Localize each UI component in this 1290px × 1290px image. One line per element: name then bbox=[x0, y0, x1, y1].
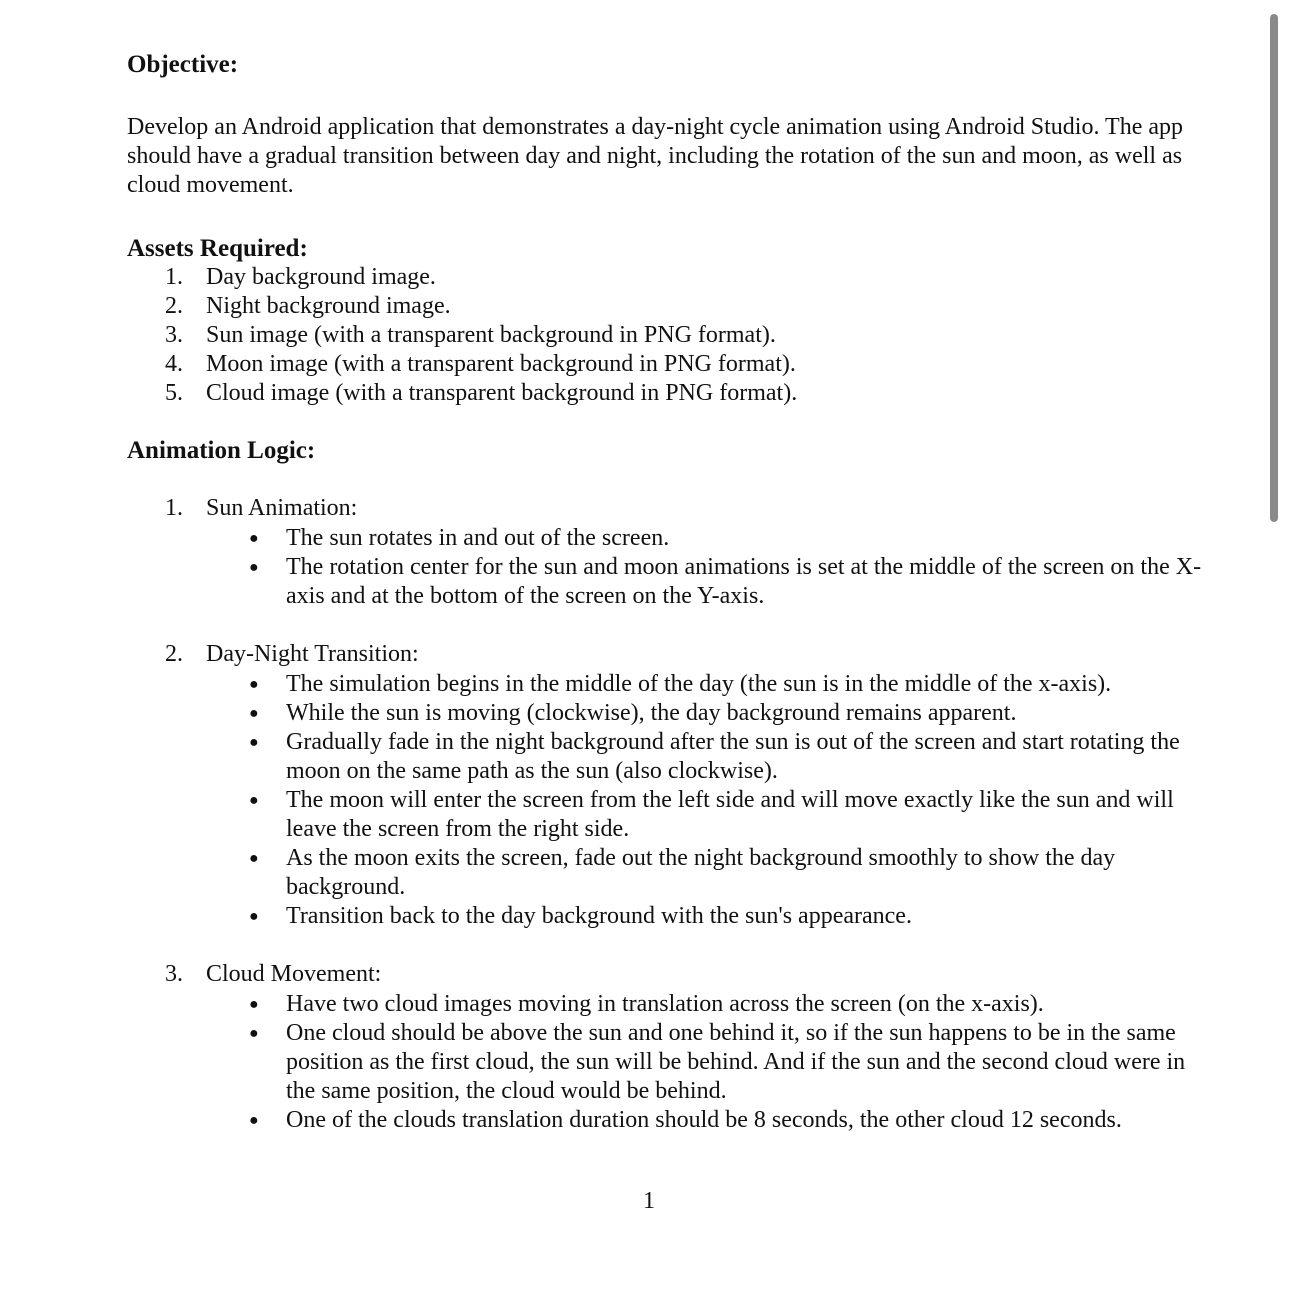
bullet-item bbox=[127, 786, 1207, 844]
bullet-list bbox=[127, 524, 1207, 611]
animation-logic-heading: Animation Logic: bbox=[127, 437, 316, 464]
bullet-item bbox=[127, 902, 1207, 931]
list-item-text: Day background image. bbox=[206, 264, 436, 290]
list-item bbox=[127, 321, 1207, 350]
bullet-text: Have two cloud images moving in translation across the screen (on the x-axis). bbox=[286, 991, 1044, 1017]
bullet-list bbox=[127, 990, 1207, 1135]
section-title bbox=[127, 494, 1207, 523]
bullet-text: While the sun is moving (clockwise), the day background remains apparent. bbox=[286, 700, 1017, 726]
bullet-item bbox=[127, 1019, 1207, 1106]
bullet-dot: ● bbox=[249, 705, 259, 722]
bullet-dot: ● bbox=[249, 996, 259, 1013]
bullet-text: One cloud should be above the sun and one behind it, so if the sun happens to be in the same position as the first cloud, the sun will be behind. And if the sun and the second cloud were in the same position, the cloud would be behind. bbox=[286, 1020, 1186, 1104]
bullet-dot: ● bbox=[249, 850, 259, 867]
section-title bbox=[127, 640, 1207, 669]
objective-text: Develop an Android application that demonstrates a day-night cycle animation using Android Studio. The app should have a gradual transition between day and night, including the rotation of the sun and moon, as well as cloud movement. bbox=[127, 114, 1183, 198]
bullet-text: As the moon exits the screen, fade out the night background smoothly to show the day background. bbox=[286, 845, 1116, 900]
bullet-item bbox=[127, 524, 1207, 553]
bullet-dot: ● bbox=[249, 1025, 259, 1042]
list-item-text: Moon image (with a transparent background in PNG format). bbox=[206, 351, 796, 377]
bullet-text: The sun rotates in and out of the screen. bbox=[286, 525, 670, 551]
list-number: 5. bbox=[165, 380, 183, 406]
bullet-text: The simulation begins in the middle of the day (the sun is in the middle of the x-axis). bbox=[286, 671, 1112, 697]
bullet-dot: ● bbox=[249, 792, 259, 809]
list-item-text: Sun image (with a transparent background in PNG format). bbox=[206, 322, 776, 348]
bullet-item bbox=[127, 699, 1207, 728]
list-item bbox=[127, 292, 1207, 321]
bullet-dot: ● bbox=[249, 908, 259, 925]
list-item bbox=[127, 379, 1207, 408]
section-number: 3. bbox=[165, 961, 183, 987]
bullet-text: Transition back to the day background with the sun's appearance. bbox=[286, 903, 912, 929]
bullet-item bbox=[127, 728, 1207, 786]
bullet-item bbox=[127, 1106, 1207, 1135]
list-number: 3. bbox=[165, 322, 183, 348]
section-number: 1. bbox=[165, 495, 183, 521]
bullet-text: The moon will enter the screen from the left side and will move exactly like the sun and will leave the screen from the right side. bbox=[286, 787, 1174, 842]
bullet-dot: ● bbox=[249, 676, 259, 693]
bullet-item bbox=[127, 670, 1207, 699]
section-title-text: Day-Night Transition: bbox=[206, 641, 419, 667]
bullet-item bbox=[127, 844, 1207, 902]
bullet-dot: ● bbox=[249, 1112, 259, 1129]
bullet-list bbox=[127, 670, 1207, 931]
section-title-text: Sun Animation: bbox=[206, 495, 358, 521]
bullet-text: The rotation center for the sun and moon animations is set at the middle of the screen on the X-axis and at the bottom of the screen on the Y-axis. bbox=[286, 554, 1202, 609]
list-item bbox=[127, 350, 1207, 379]
document-content bbox=[127, 50, 1207, 1135]
page-number: 1 bbox=[643, 1188, 655, 1214]
objective-heading: Objective: bbox=[127, 51, 239, 78]
bullet-item bbox=[127, 553, 1207, 611]
bullet-item bbox=[127, 990, 1207, 1019]
section-title bbox=[127, 960, 1207, 989]
bullet-dot: ● bbox=[249, 559, 259, 576]
section-cloud-movement bbox=[127, 960, 1207, 1135]
assets-list bbox=[127, 263, 1207, 408]
bullet-text: Gradually fade in the night background after the sun is out of the screen and start rotating the moon on the same path as the sun (also clockwise). bbox=[286, 729, 1180, 784]
list-item bbox=[127, 263, 1207, 292]
list-number: 4. bbox=[165, 351, 183, 377]
section-sun-animation bbox=[127, 494, 1207, 611]
assets-heading: Assets Required: bbox=[127, 235, 308, 262]
section-title-text: Cloud Movement: bbox=[206, 961, 382, 987]
list-number: 2. bbox=[165, 293, 183, 319]
list-item-text: Cloud image (with a transparent background in PNG format). bbox=[206, 380, 798, 406]
bullet-dot: ● bbox=[249, 734, 259, 751]
bullet-text: One of the clouds translation duration should be 8 seconds, the other cloud 12 seconds. bbox=[286, 1107, 1122, 1133]
section-number: 2. bbox=[165, 641, 183, 667]
vertical-scrollbar[interactable] bbox=[1270, 14, 1278, 522]
section-day-night-transition bbox=[127, 640, 1207, 931]
bullet-dot: ● bbox=[249, 530, 259, 547]
list-item-text: Night background image. bbox=[206, 293, 451, 319]
list-number: 1. bbox=[165, 264, 183, 290]
